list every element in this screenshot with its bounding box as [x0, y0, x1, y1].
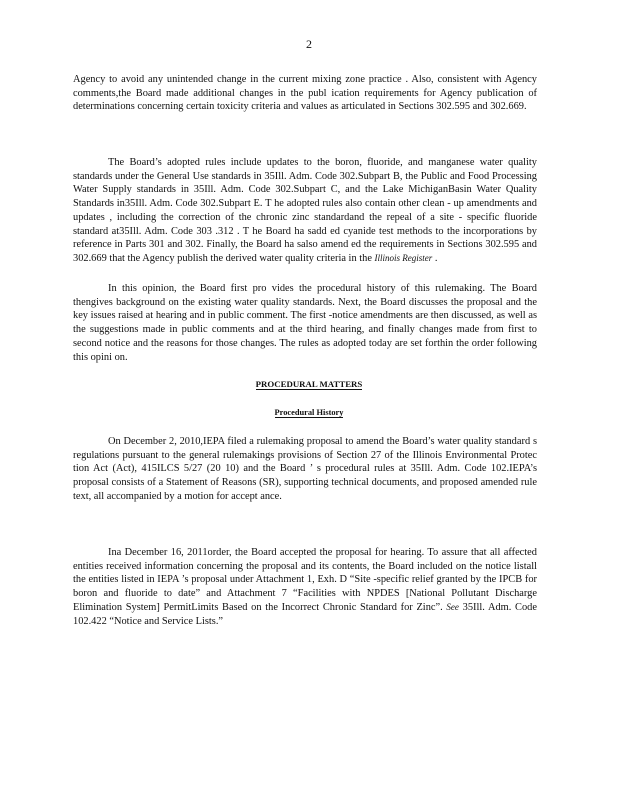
paragraph: On December 2, 2010,IEPA filed a rulemaking proposal to amend the Board’s water quality standard s regulations pursuant to the general rulemakings provisions of Section 27 of the Illinois Environmental Protec tion Act (Act), 415ILCS 5/27 (20 10) and the Board ’ s procedural rules at 35Ill. Adm. Code 102.IEPA’s proposal consists of a Statement of Reasons (SR), supporting technical documents, and proposed amended rule text, all accompanied by a motion for accept ance.	[73, 436, 537, 502]
section-heading-text: PROCEDURAL MATTERS	[255, 379, 363, 389]
italic-citation: Illinois Register	[374, 252, 433, 263]
italic-signal: See	[446, 601, 459, 612]
paragraph: In this opinion, the Board first pro vides the procedural history of this rulemaking. The Board thengives background on the existing water quality standards. Next, the Board discusses the proposal and the key issues raised at hearing and in public comment. The first -notice amendments are then discussed, as well as the suggestions made in public comments and at the third hearing, and finally changes made from first to second notice and the reasons for those changes. The rules as adopted today are set forthin the order following this opini on.	[73, 283, 537, 363]
page-number: 2	[306, 37, 312, 51]
paragraph-text: 35Ill. Adm. Code 102.422 “Notice and Service Lists.”	[73, 601, 537, 627]
paragraph-text: The Board’s adopted rules include updates to the boron, fluoride, and manganese water quality standards under the General Use standards in 35Ill. Adm. Code 302.Subpart B, the Public and Food Processing Water Supply standards in 35Ill. Adm. Code 302.Subpart C, and the Lake MichiganBasin Water Quality Standards in35Ill. Adm. Code 302.Subpart E. T he adopted rules also contain other clean - up amendments and updates , including the correction of the chronic zinc standardand the repeal of a site - specific fluoride standard at35Ill. Adm. Code 303 .312 . T he Board ha sadd ed cyanide test methods to the incorporations by reference in Parts 301 and 302. Finally, the Board ha salso amend ed the requirements in Sections 302.595 and 302.669 that the Agency publish the derived water quality criteria in the	[73, 157, 537, 264]
section-heading	[0, 379, 618, 389]
paragraph	[73, 156, 537, 266]
subsection-heading	[0, 408, 618, 417]
subsection-heading-text: Procedural History	[274, 408, 344, 417]
paragraph-text: Ina December 16, 2011order, the Board accepted the proposal for hearing. To assure that all affected entities received information concerning the proposal and its contents, the Board included on the notice listall the entities listed in IEPA ’s proposal under Attachment 1, Exh. D “Site -specific relief granted by the IPCB for boron and fluoride to date” and Attachment 7 “Facilities with NPDES [National Pollutant Discharge Elimination System] PermitLimits Based on the Incorrect Chronic Standard for Zinc”.	[73, 547, 537, 613]
paragraph	[73, 546, 537, 628]
paragraph-text: .	[432, 252, 438, 264]
paragraph: Agency to avoid any unintended change in the current mixing zone practice . Also, consistent with Agency comments,the Board made additional changes in the publ ication requirements for Agency publication of determinations concerning certain toxicity criteria and values as articulated in Sections 302.595 and 302.669.	[73, 74, 537, 113]
